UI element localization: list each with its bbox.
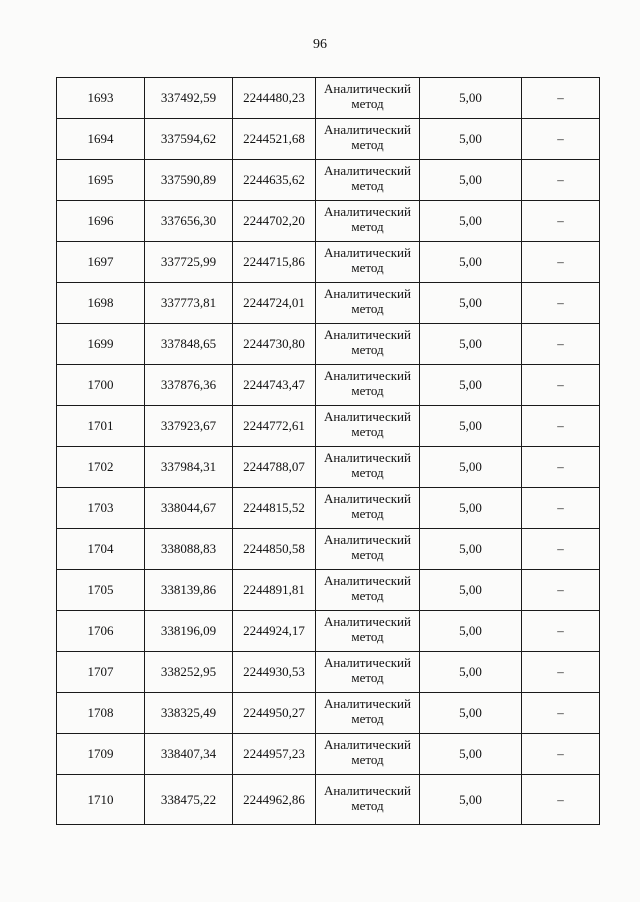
y-coordinate-cell: 2244930,53 (233, 652, 316, 693)
y-coordinate-cell: 2244950,27 (233, 693, 316, 734)
precision-cell: 5,00 (420, 652, 522, 693)
coordinates-table (56, 77, 600, 825)
x-coordinate-cell: 338407,34 (145, 734, 233, 775)
note-cell: – (522, 242, 600, 283)
page-number: 96 (313, 37, 327, 52)
precision-cell: 5,00 (420, 570, 522, 611)
y-coordinate-cell: 2244480,23 (233, 78, 316, 119)
y-coordinate-cell: 2244957,23 (233, 734, 316, 775)
method-cell (316, 406, 420, 447)
table-row (57, 283, 600, 324)
x-coordinate-cell: 338044,67 (145, 488, 233, 529)
method-line-1: Аналитический (324, 368, 411, 383)
note-cell: – (522, 406, 600, 447)
method-line-2: метод (351, 629, 384, 644)
table-row (57, 488, 600, 529)
y-coordinate-cell: 2244924,17 (233, 611, 316, 652)
point-number-cell: 1695 (57, 160, 145, 201)
method-cell (316, 119, 420, 160)
method-cell (316, 78, 420, 119)
note-cell: – (522, 78, 600, 119)
point-number-cell: 1706 (57, 611, 145, 652)
x-coordinate-cell: 337848,65 (145, 324, 233, 365)
note-cell: – (522, 652, 600, 693)
method-cell (316, 201, 420, 242)
precision-cell: 5,00 (420, 160, 522, 201)
method-line-1: Аналитический (324, 696, 411, 711)
table-row (57, 78, 600, 119)
coordinates-table-body (57, 78, 600, 825)
method-line-2: метод (351, 752, 384, 767)
y-coordinate-cell: 2244743,47 (233, 365, 316, 406)
method-line-1: Аналитический (324, 204, 411, 219)
method-line-2: метод (351, 342, 384, 357)
method-line-2: метод (351, 465, 384, 480)
method-line-1: Аналитический (324, 81, 411, 96)
note-cell: – (522, 775, 600, 825)
point-number-cell: 1704 (57, 529, 145, 570)
method-cell (316, 734, 420, 775)
note-cell: – (522, 693, 600, 734)
precision-cell: 5,00 (420, 775, 522, 825)
method-line-1: Аналитический (324, 782, 411, 798)
note-cell: – (522, 201, 600, 242)
method-line-2: метод (351, 219, 384, 234)
y-coordinate-cell: 2244730,80 (233, 324, 316, 365)
method-cell (316, 283, 420, 324)
x-coordinate-cell: 338325,49 (145, 693, 233, 734)
method-line-2: метод (351, 260, 384, 275)
method-cell (316, 570, 420, 611)
method-cell (316, 652, 420, 693)
precision-cell: 5,00 (420, 734, 522, 775)
precision-cell: 5,00 (420, 529, 522, 570)
method-line-2: метод (351, 547, 384, 562)
method-line-1: Аналитический (324, 614, 411, 629)
table-row (57, 652, 600, 693)
note-cell: – (522, 283, 600, 324)
table-row (57, 693, 600, 734)
point-number-cell: 1696 (57, 201, 145, 242)
method-cell (316, 693, 420, 734)
point-number-cell: 1709 (57, 734, 145, 775)
point-number-cell: 1707 (57, 652, 145, 693)
table-row (57, 611, 600, 652)
point-number-cell: 1701 (57, 406, 145, 447)
note-cell: – (522, 160, 600, 201)
x-coordinate-cell: 338088,83 (145, 529, 233, 570)
point-number-cell: 1705 (57, 570, 145, 611)
method-line-2: метод (351, 588, 384, 603)
precision-cell: 5,00 (420, 283, 522, 324)
precision-cell: 5,00 (420, 365, 522, 406)
note-cell: – (522, 447, 600, 488)
y-coordinate-cell: 2244521,68 (233, 119, 316, 160)
note-cell: – (522, 324, 600, 365)
y-coordinate-cell: 2244788,07 (233, 447, 316, 488)
point-number-cell: 1708 (57, 693, 145, 734)
table-row (57, 529, 600, 570)
y-coordinate-cell: 2244962,86 (233, 775, 316, 825)
note-cell: – (522, 119, 600, 160)
precision-cell: 5,00 (420, 611, 522, 652)
method-line-1: Аналитический (324, 327, 411, 342)
table-row (57, 734, 600, 775)
x-coordinate-cell: 337984,31 (145, 447, 233, 488)
point-number-cell: 1698 (57, 283, 145, 324)
y-coordinate-cell: 2244635,62 (233, 160, 316, 201)
table-row (57, 365, 600, 406)
method-line-1: Аналитический (324, 409, 411, 424)
x-coordinate-cell: 337923,67 (145, 406, 233, 447)
method-line-1: Аналитический (324, 573, 411, 588)
precision-cell: 5,00 (420, 447, 522, 488)
point-number-cell: 1700 (57, 365, 145, 406)
method-cell (316, 160, 420, 201)
x-coordinate-cell: 337590,89 (145, 160, 233, 201)
method-line-1: Аналитический (324, 450, 411, 465)
x-coordinate-cell: 337656,30 (145, 201, 233, 242)
point-number-cell: 1693 (57, 78, 145, 119)
method-line-1: Аналитический (324, 655, 411, 670)
method-line-2: метод (351, 383, 384, 398)
precision-cell: 5,00 (420, 78, 522, 119)
y-coordinate-cell: 2244724,01 (233, 283, 316, 324)
method-cell (316, 775, 420, 825)
x-coordinate-cell: 338139,86 (145, 570, 233, 611)
method-line-2: метод (351, 424, 384, 439)
y-coordinate-cell: 2244891,81 (233, 570, 316, 611)
y-coordinate-cell: 2244850,58 (233, 529, 316, 570)
x-coordinate-cell: 337492,59 (145, 78, 233, 119)
method-line-1: Аналитический (324, 737, 411, 752)
x-coordinate-cell: 338252,95 (145, 652, 233, 693)
table-row (57, 406, 600, 447)
method-line-2: метод (351, 797, 384, 813)
method-line-1: Аналитический (324, 163, 411, 178)
y-coordinate-cell: 2244815,52 (233, 488, 316, 529)
note-cell: – (522, 488, 600, 529)
table-row (57, 160, 600, 201)
y-coordinate-cell: 2244715,86 (233, 242, 316, 283)
table-row (57, 201, 600, 242)
note-cell: – (522, 570, 600, 611)
method-line-2: метод (351, 137, 384, 152)
point-number-cell: 1703 (57, 488, 145, 529)
point-number-cell: 1699 (57, 324, 145, 365)
x-coordinate-cell: 337594,62 (145, 119, 233, 160)
y-coordinate-cell: 2244702,20 (233, 201, 316, 242)
precision-cell: 5,00 (420, 324, 522, 365)
x-coordinate-cell: 337876,36 (145, 365, 233, 406)
precision-cell: 5,00 (420, 119, 522, 160)
point-number-cell: 1694 (57, 119, 145, 160)
method-line-2: метод (351, 178, 384, 193)
method-line-1: Аналитический (324, 491, 411, 506)
method-line-2: метод (351, 96, 384, 111)
x-coordinate-cell: 338196,09 (145, 611, 233, 652)
method-line-1: Аналитический (324, 286, 411, 301)
table-row (57, 570, 600, 611)
table-row (57, 775, 600, 825)
method-line-2: метод (351, 670, 384, 685)
method-line-1: Аналитический (324, 122, 411, 137)
note-cell: – (522, 529, 600, 570)
method-cell (316, 488, 420, 529)
precision-cell: 5,00 (420, 242, 522, 283)
point-number-cell: 1702 (57, 447, 145, 488)
point-number-cell: 1697 (57, 242, 145, 283)
method-cell (316, 365, 420, 406)
point-number-cell: 1710 (57, 775, 145, 825)
table-row (57, 324, 600, 365)
table-row (57, 447, 600, 488)
precision-cell: 5,00 (420, 488, 522, 529)
note-cell: – (522, 734, 600, 775)
method-cell (316, 447, 420, 488)
method-line-2: метод (351, 506, 384, 521)
precision-cell: 5,00 (420, 201, 522, 242)
method-cell (316, 529, 420, 570)
method-line-1: Аналитический (324, 532, 411, 547)
table-row (57, 242, 600, 283)
method-cell (316, 324, 420, 365)
precision-cell: 5,00 (420, 693, 522, 734)
y-coordinate-cell: 2244772,61 (233, 406, 316, 447)
note-cell: – (522, 611, 600, 652)
x-coordinate-cell: 337725,99 (145, 242, 233, 283)
method-line-1: Аналитический (324, 245, 411, 260)
table-row (57, 119, 600, 160)
note-cell: – (522, 365, 600, 406)
method-cell (316, 611, 420, 652)
x-coordinate-cell: 337773,81 (145, 283, 233, 324)
precision-cell: 5,00 (420, 406, 522, 447)
method-line-2: метод (351, 301, 384, 316)
method-cell (316, 242, 420, 283)
method-line-2: метод (351, 711, 384, 726)
x-coordinate-cell: 338475,22 (145, 775, 233, 825)
